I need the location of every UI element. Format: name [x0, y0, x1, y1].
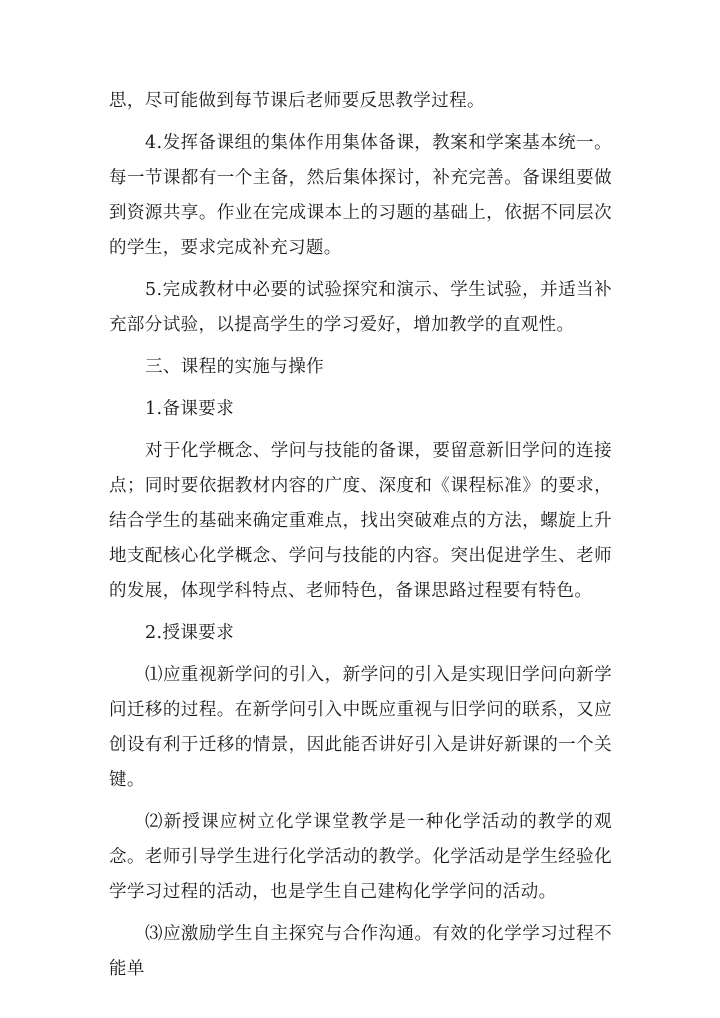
paragraph-continuation: 思，尽可能做到每节课后老师要反思教学过程。 [109, 91, 485, 111]
paragraph-teaching-1: ⑴应重视新学问的引入，新学问的引入是实现旧学问向新学问迁移的过程。在新学问引入中既应重视与旧学问的联系，又应创设有利于迁移的情景，因此能否讲好引入是讲好新课的一个关键。 [109, 665, 612, 790]
subheading-lesson-prep: 1.备课要求 [145, 399, 235, 419]
paragraph-teaching-2: ⑵新授课应树立化学课堂教学是一种化学活动的教学的观念。老师引导学生进行化学活动的教学。化学活动是学生经验化学学习过程的活动，也是学生自己建构化学学问的活动。 [109, 812, 612, 902]
document-body [109, 84, 612, 994]
paragraph-item-5: 5.完成教材中必要的试验探究和演示、学生试验，并适当补充部分试验，以提高学生的学习爱好，增加教学的直观性。 [109, 280, 612, 335]
paragraph-lesson-prep: 对于化学概念、学问与技能的备课，要留意新旧学问的连接点；同时要依据教材内容的广度、深度和《课程标准》的要求，结合学生的基础来确定重难点，找出突破难点的方法，螺旋上升地支配核心化学概念、学问与技能的内容。突出促进学生、老师的发展，体现学科特点、老师特色，备课思路过程要有特色。 [109, 441, 612, 601]
paragraph-teaching-3: ⑶应激励学生自主探究与合作沟通。有效的化学学习过程不能单 [109, 924, 612, 979]
section-heading: 三、课程的实施与操作 [145, 357, 324, 377]
subheading-teaching: 2.授课要求 [145, 623, 235, 643]
paragraph-item-4: 4.发挥备课组的集体作用集体备课，教案和学案基本统一。每一节课都有一个主备，然后集体探讨，补充完善。备课组要做到资源共享。作业在完成课本上的习题的基础上，依据不同层次的学生，要求完成补充习题。 [109, 133, 612, 258]
